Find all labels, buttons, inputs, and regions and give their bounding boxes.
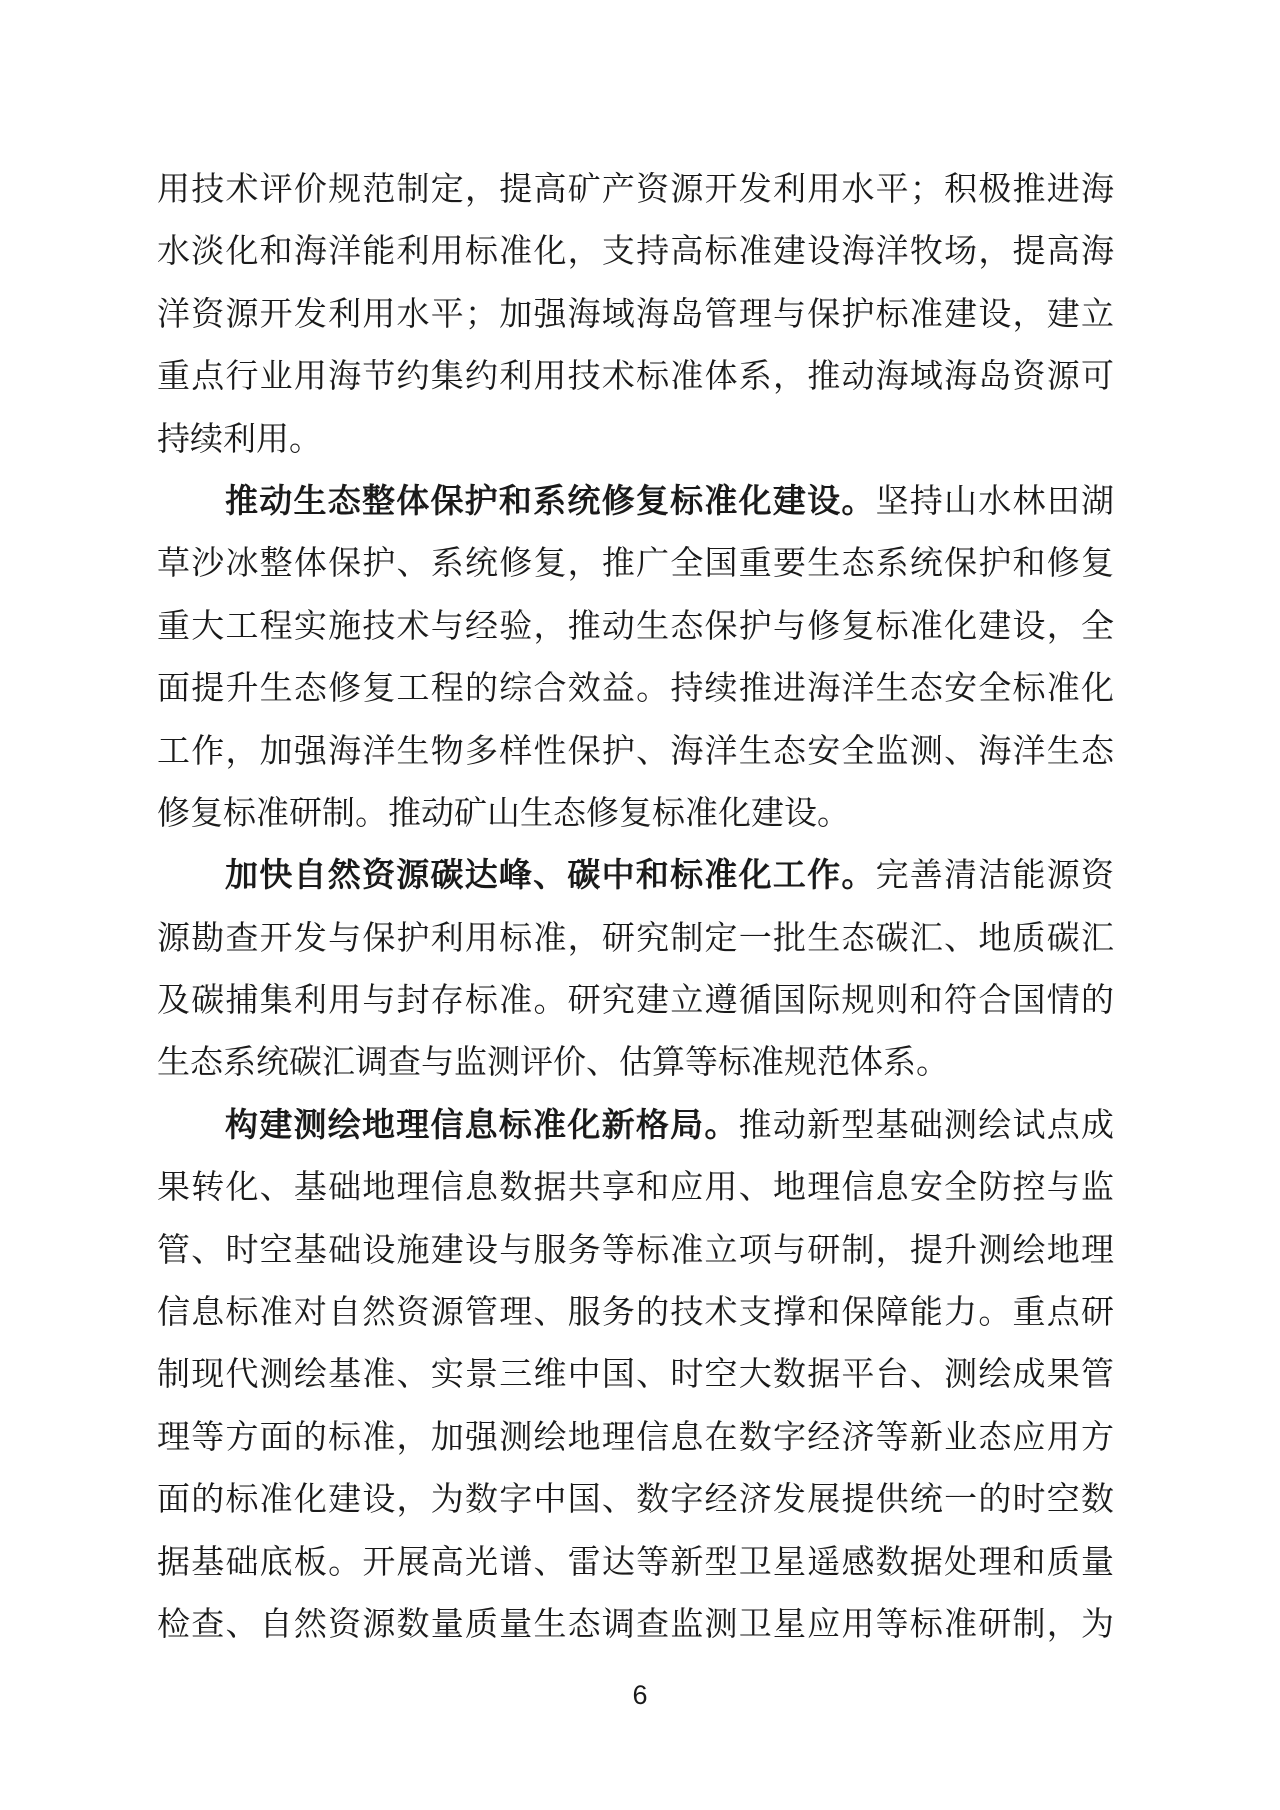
text-line: 工作，加强海洋生物多样性保护、海洋生态安全监测、海洋生态 (157, 733, 1114, 770)
paragraph-heading: 构建测绘地理信息标准化新格局。 (225, 1107, 739, 1144)
paragraph-heading: 推动生态整体保护和系统修复标准化建设。 (225, 483, 876, 520)
text-line: 理等方面的标准，加强测绘地理信息在数字经济等新业态应用方 (157, 1419, 1114, 1456)
text-line: 用技术评价规范制定，提高矿产资源开发利用水平；积极推进海 (157, 172, 1114, 208)
page-number: 6 (632, 1680, 648, 1710)
text-line: 源勘查开发与保护利用标准，研究制定一批生态碳汇、地质碳汇 (157, 920, 1114, 957)
text-line: 及碳捕集利用与封存标准。研究建立遵循国际规则和符合国情的 (157, 983, 1114, 1020)
text-line: 制现代测绘基准、实景三维中国、时空大数据平台、测绘成果管 (157, 1357, 1114, 1394)
text-line: 面的标准化建设，为数字中国、数字经济发展提供统一的时空数 (157, 1482, 1114, 1519)
text-line: 面提升生态修复工程的综合效益。持续推进海洋生态安全标准化 (157, 671, 1114, 708)
text-line: 草沙冰整体保护、系统修复，推广全国重要生态系统保护和修复 (157, 546, 1114, 583)
paragraph-heading: 加快自然资源碳达峰、碳中和标准化工作。 (225, 858, 876, 895)
paragraph-heading-line: 构建测绘地理信息标准化新格局。推动新型基础测绘试点成 (225, 1107, 1114, 1144)
text-line: 重大工程实施技术与经验，推动生态保护与修复标准化建设，全 (157, 608, 1114, 645)
text-line: 修复标准研制。推动矿山生态修复标准化建设。 (157, 795, 850, 832)
text-line: 据基础底板。开展高光谱、雷达等新型卫星遥感数据处理和质量 (157, 1544, 1114, 1581)
text-line: 信息标准对自然资源管理、服务的技术支撑和保障能力。重点研 (157, 1295, 1114, 1332)
text-line: 果转化、基础地理信息数据共享和应用、地理信息安全防控与监 (157, 1170, 1114, 1207)
paragraph-heading-line: 加快自然资源碳达峰、碳中和标准化工作。完善清洁能源资 (225, 858, 1114, 895)
text-line: 洋资源开发利用水平；加强海域海岛管理与保护标准建设，建立 (157, 296, 1114, 333)
text-line: 持续利用。 (157, 421, 322, 458)
text-line: 管、时空基础设施建设与服务等标准立项与研制，提升测绘地理 (157, 1232, 1114, 1269)
paragraph-heading-line: 推动生态整体保护和系统修复标准化建设。坚持山水林田湖 (225, 483, 1114, 520)
text-line: 重点行业用海节约集约利用技术标准体系，推动海域海岛资源可 (157, 359, 1114, 396)
document-body (157, 159, 1114, 1656)
text-line: 水淡化和海洋能利用标准化，支持高标准建设海洋牧场，提高海 (157, 234, 1114, 271)
text-line: 检查、自然资源数量质量生态调查监测卫星应用等标准研制，为 (157, 1606, 1114, 1643)
text-line: 生态系统碳汇调查与监测评价、估算等标准规范体系。 (157, 1045, 949, 1082)
